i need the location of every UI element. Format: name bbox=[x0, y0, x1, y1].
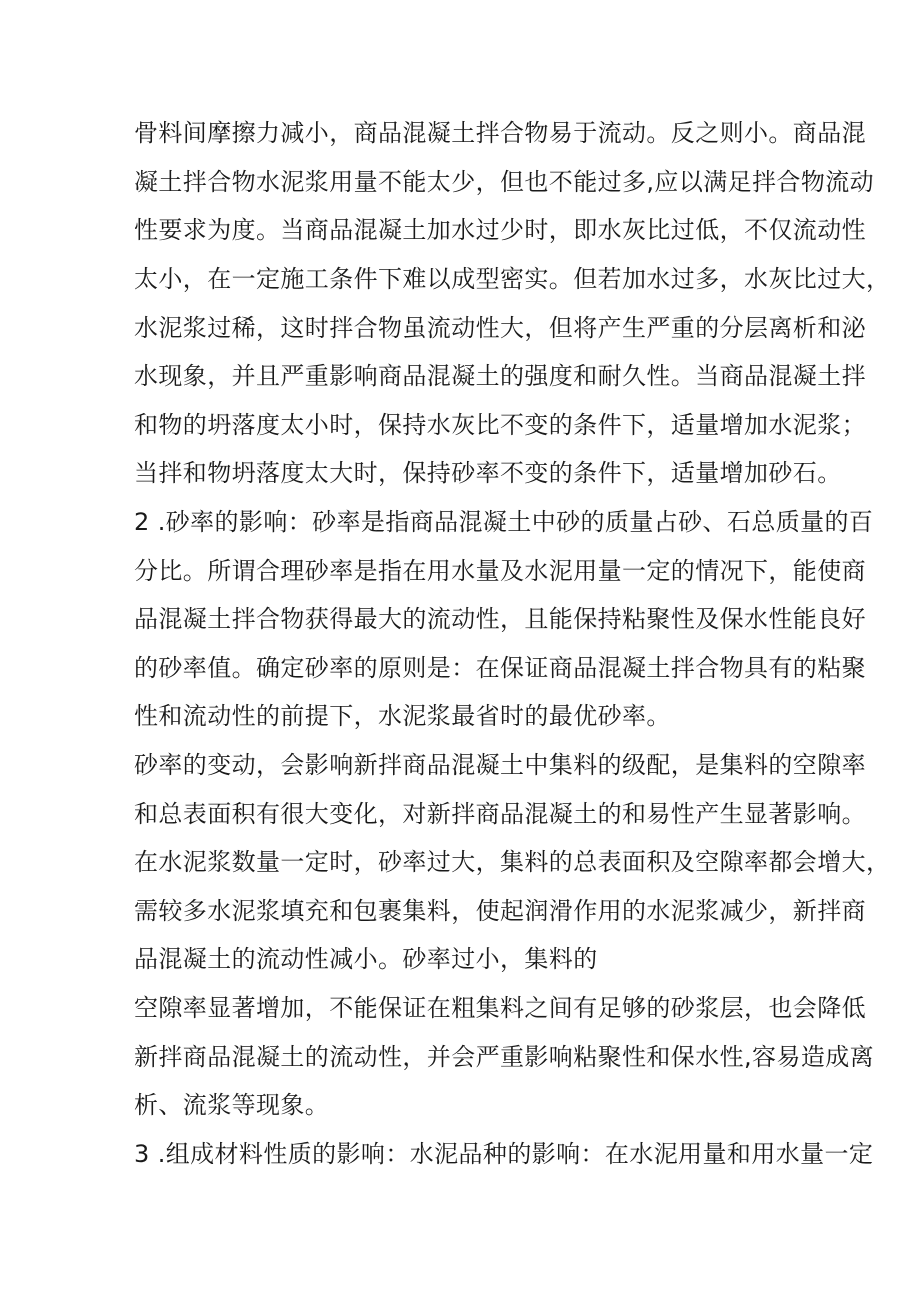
text-line: 品混凝土的流动性减小。砂率过小，集料的 bbox=[134, 945, 598, 973]
text-line: 空隙率显著增加，不能保证在粗集料之间有足够的砂浆层，也会降低 bbox=[134, 994, 866, 1022]
text-line: 和总表面积有很大变化，对新拌商品混凝土的和易性产生显著影响。 bbox=[134, 800, 866, 828]
text-line: 凝土拌合物水泥浆用量不能太少，但也不能过多,应以满足拌合物流动 bbox=[134, 168, 875, 196]
text-line: 需较多水泥浆填充和包裹集料，使起润滑作用的水泥浆减少，新拌商 bbox=[134, 897, 866, 925]
text-line: 在水泥浆数量一定时，砂率过大，集料的总表面积及空隙率都会增大， bbox=[134, 848, 891, 876]
section-heading-3: 3 .组成材料性质的影响：水泥品种的影响：在水泥用量和用水量一定 bbox=[134, 1140, 874, 1168]
text-line: 骨料间摩擦力减小，商品混凝土拌合物易于流动。反之则小。商品混 bbox=[134, 119, 866, 147]
text-line: 性和流动性的前提下，水泥浆最省时的最优砂率。 bbox=[134, 702, 671, 730]
text-line: 水现象，并且严重影响商品混凝土的强度和耐久性。当商品混凝土拌 bbox=[134, 362, 866, 390]
text-line: 的砂率值。确定砂率的原则是：在保证商品混凝土拌合物具有的粘聚 bbox=[134, 654, 866, 682]
text-line: 当拌和物坍落度太大时，保持砂率不变的条件下，适量增加砂石。 bbox=[134, 459, 842, 487]
text-line: 和物的坍落度太小时，保持水灰比不变的条件下，适量增加水泥浆； bbox=[134, 411, 866, 439]
text-line: 新拌商品混凝土的流动性，并会严重影响粘聚性和保水性,容易造成离 bbox=[134, 1043, 875, 1071]
section-heading-2: 2 .砂率的影响：砂率是指商品混凝土中砂的质量占砂、石总质量的百 bbox=[134, 508, 874, 536]
text-line: 砂率的变动，会影响新拌商品混凝土中集料的级配，是集料的空隙率 bbox=[134, 751, 866, 779]
text-line: 水泥浆过稀，这时拌合物虽流动性大，但将产生严重的分层离析和泌 bbox=[134, 314, 866, 342]
text-line: 分比。所谓合理砂率是指在用水量及水泥用量一定的情况下，能使商 bbox=[134, 557, 866, 585]
text-line: 析、流浆等现象。 bbox=[134, 1091, 330, 1119]
text-line: 品混凝土拌合物获得最大的流动性，且能保持粘聚性及保水性能良好 bbox=[134, 605, 866, 633]
text-line: 性要求为度。当商品混凝土加水过少时，即水灰比过低，不仅流动性 bbox=[134, 216, 866, 244]
text-line: 太小，在一定施工条件下难以成型密实。但若加水过多，水灰比过大， bbox=[134, 265, 891, 293]
